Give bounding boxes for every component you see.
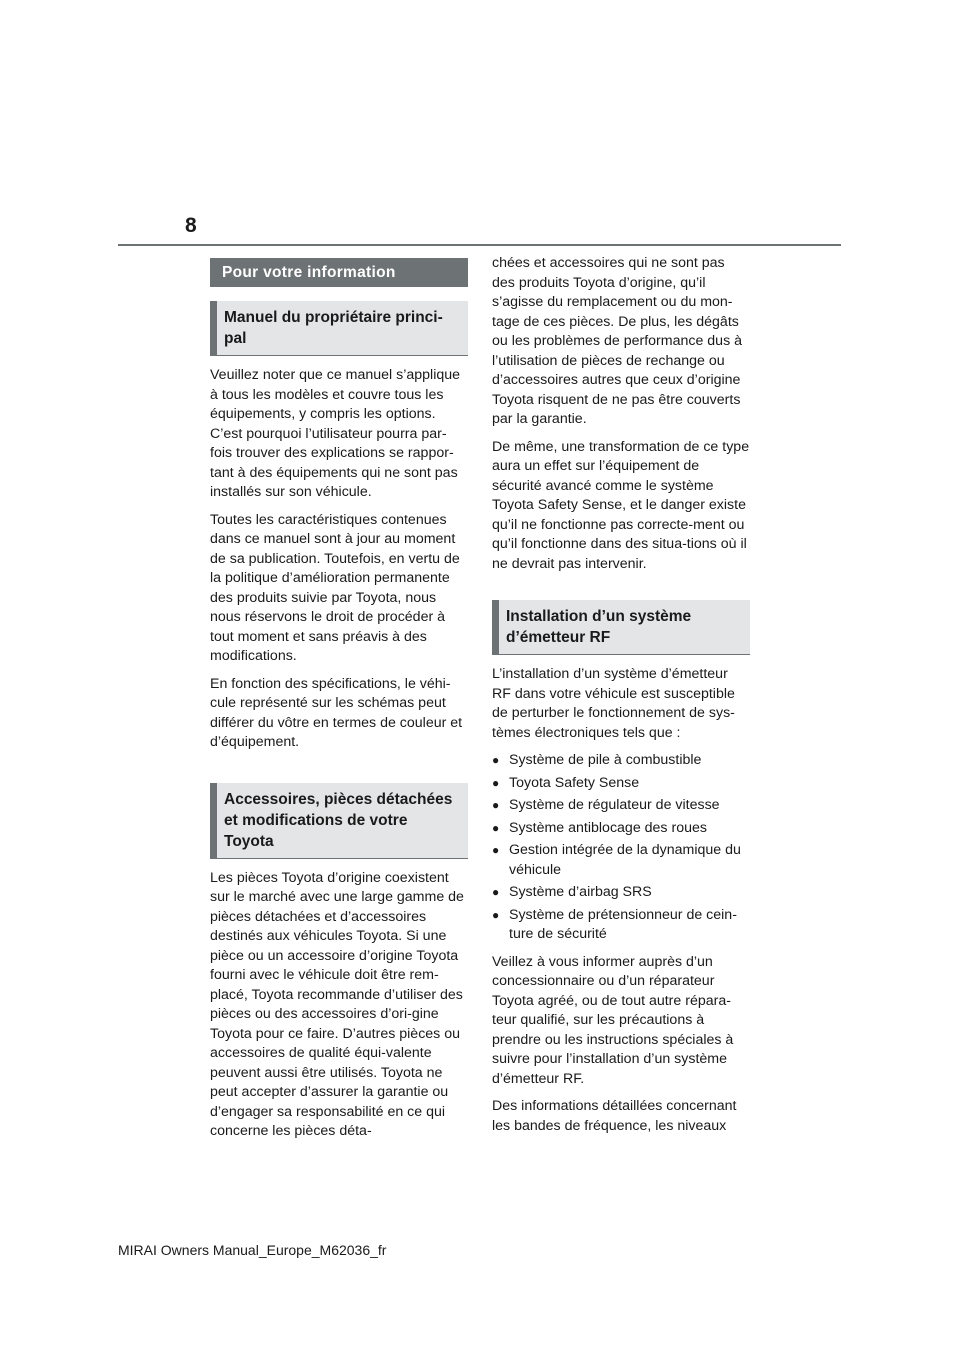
paragraph: L’installation d’un système d’émetteur RF dans votre véhicule est susceptible de perturber le fonctionnement de sys-tèmes électroniques tels que : (492, 666, 735, 741)
bullet-icon: ● (492, 907, 500, 922)
paragraph: De même, une transformation de ce type aura un effet sur l’équipement de sécurité avancé comme le système Toyota Safety Sense, et le danger existe qu’il ne fonctionne pas correcte-ment ou qu’il fonctionne dans des situa-tions où il ne devrait pas intervenir. (492, 438, 750, 572)
bullet-icon: ● (492, 820, 500, 835)
subsection-title-owners-manual: Manuel du propriétaire princi-pal (210, 301, 468, 356)
bullet-icon: ● (492, 798, 500, 812)
bullet-icon: ● (492, 885, 500, 899)
page-number: 8 (185, 214, 197, 237)
list-item: ● Système antiblocage des roues (492, 819, 750, 839)
bullet-icon: ● (492, 775, 500, 790)
header-rule (118, 244, 841, 246)
paragraph: Veuillez noter que ce manuel s’applique à tous les modèles et couvre tous les équipements, y compris les options. C’est pourquoi l’utilisateur pourra par-fois trouver des explications se rappor-tant à des équipements qui ne sont pas installés sur son véhicule. (210, 367, 461, 500)
footer-manual-id: MIRAI Owners Manual_Europe_M62036_fr (118, 1242, 387, 1258)
list-item: ● Toyota Safety Sense (492, 774, 750, 794)
list-item: ● Gestion intégrée de la dynamique du véhicule (492, 842, 741, 878)
list-item: ● Système de prétensionneur de cein-ture de sécurité (492, 906, 737, 942)
bullet-icon: ● (492, 843, 500, 857)
paragraph: Veillez à vous informer auprès d’un concessionnaire ou d’un réparateur Toyota agréé, ou de tout autre répara-teur qualifié, sur les précautions à prendre ou les instructions spéciales à suivre pour l’installation d’un système d’émetteur RF. (492, 953, 734, 1087)
bullet-icon: ● (492, 753, 500, 767)
paragraph: chées et accessoires qui ne sont pas des produits Toyota d’origine, qu’il s’agisse du remplacement ou du mon-tage de ces pièces. De plus, les dégâts ou les problèmes de performance dus à l’utilisation de pièces de rechange ou d’accessoires autres que ceux d’origine Toyota risquent de ne pas être couverts par la garantie. (492, 255, 742, 427)
paragraph: Les pièces Toyota d’origine coexistent sur le marché avec une large gamme de pièces détachées et d’accessoires destinés aux véhicules Toyota. Si une pièce ou un accessoire d’origine Toyota fourni avec le véhicule doit être rem-placé, Toyota recommande d’utiliser des pièces ou des accessoires d’ori-gine Toyota pour ce faire. D’autres pièces ou accessoires de qualité équi-valente peuvent aussi être utilisés. Toyota ne peut accepter d’assurer la garantie ou d’engager sa responsabilité en ce qui concerne les pièces déta- (210, 869, 464, 1139)
paragraph: Des informations détaillées concernant les bandes de fréquence, les niveaux (492, 1098, 737, 1134)
left-column (210, 258, 468, 1150)
paragraph: En fonction des spécifications, le véhi-cule représenté sur les schémas peut différer du vôtre en termes de couleur et d’équipement. (210, 675, 463, 750)
subsection-title-accessories: Accessoires, pièces détachées et modifications de votre Toyota (210, 783, 468, 859)
list-item: ● Système d’airbag SRS (492, 883, 750, 903)
paragraph: Toutes les caractéristiques contenues dans ce manuel sont à jour au moment de sa publication. Toutefois, en vertu de la politique d’amélioration permanente des produits suivie par Toyota, nous nous réservons le droit de procéder à tout moment et sans préavis à des modifications. (210, 511, 460, 664)
list-item: ● Système de pile à combustible (492, 751, 750, 771)
section-title: Pour votre information (210, 258, 468, 287)
list-item: ● Système de régulateur de vitesse (492, 796, 750, 816)
system-list (492, 751, 750, 945)
right-column (492, 254, 750, 1144)
subsection-title-rf-transmitter: Installation d’un système d’émetteur RF (492, 600, 750, 655)
